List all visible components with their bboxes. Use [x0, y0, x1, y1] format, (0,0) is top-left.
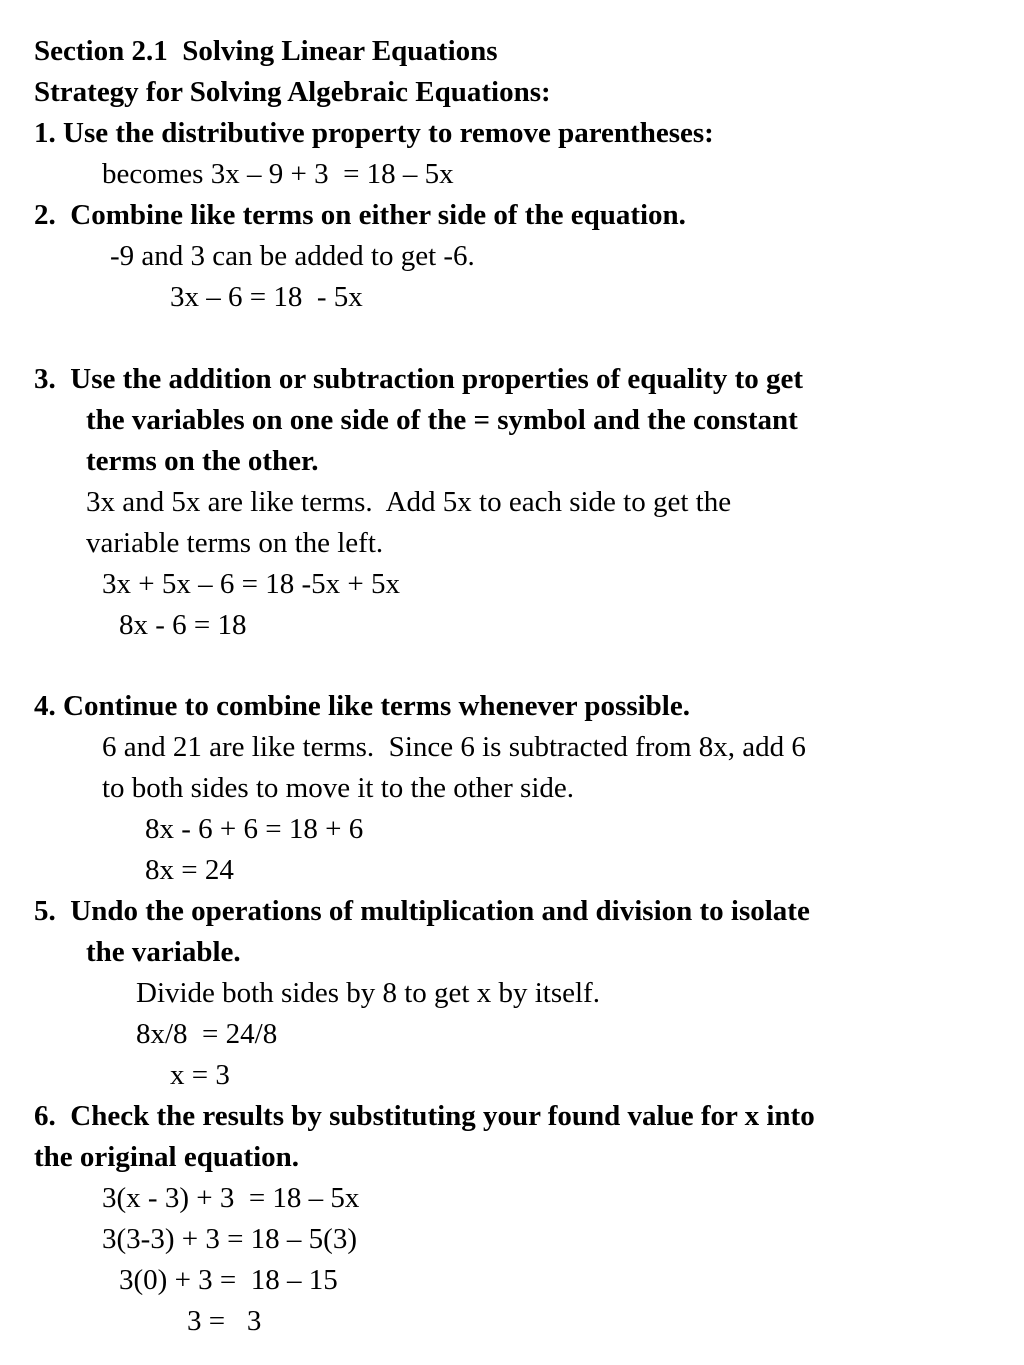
- step-5-heading-line-1: 5. Undo the operations of multiplication and division to isolate: [34, 895, 810, 927]
- step-6-equation-3: 3(0) + 3 = 18 – 15: [119, 1264, 338, 1296]
- step-2-equation: 3x – 6 = 18 - 5x: [170, 281, 363, 313]
- step-6-heading-line-1: 6. Check the results by substituting your found value for x into: [34, 1100, 815, 1132]
- step-4-explanation-line-2: to both sides to move it to the other side.: [102, 772, 575, 804]
- step-5-equation-1: 8x/8 = 24/8: [136, 1018, 278, 1050]
- step-3-heading-line-1: 3. Use the addition or subtraction properties of equality to get: [34, 363, 804, 395]
- step-3-explanation-line-2: variable terms on the left.: [86, 527, 384, 559]
- step-4-heading: 4. Continue to combine like terms whenever possible.: [34, 690, 690, 722]
- section-title: Section 2.1 Solving Linear Equations: [34, 35, 498, 67]
- step-6-equation-1: 3(x - 3) + 3 = 18 – 5x: [102, 1182, 360, 1214]
- step-5-equation-2: x = 3: [170, 1059, 230, 1091]
- step-5-explanation: Divide both sides by 8 to get x by itself.: [136, 977, 600, 1009]
- step-5-heading-line-2: the variable.: [86, 936, 241, 968]
- step-6-heading-line-2: the original equation.: [34, 1141, 300, 1173]
- step-2-heading: 2. Combine like terms on either side of the equation.: [34, 199, 686, 231]
- step-4-explanation-line-1: 6 and 21 are like terms. Since 6 is subtracted from 8x, add 6: [102, 731, 806, 763]
- step-2-explanation: -9 and 3 can be added to get -6.: [110, 240, 475, 272]
- step-6-equation-2: 3(3-3) + 3 = 18 – 5(3): [102, 1223, 357, 1255]
- step-3-equation-1: 3x + 5x – 6 = 18 -5x + 5x: [102, 568, 400, 600]
- step-4-equation-1: 8x - 6 + 6 = 18 + 6: [145, 813, 364, 845]
- step-6-equation-4: 3 = 3: [187, 1305, 262, 1337]
- step-3-explanation-line-1: 3x and 5x are like terms. Add 5x to each side to get the: [86, 486, 732, 518]
- step-3-heading-line-3: terms on the other.: [86, 445, 319, 477]
- step-3-equation-2: 8x - 6 = 18: [119, 609, 247, 641]
- strategy-heading: Strategy for Solving Algebraic Equations:: [34, 76, 551, 108]
- step-3-heading-line-2: the variables on one side of the = symbol and the constant: [86, 404, 798, 436]
- step-1-equation: becomes 3x – 9 + 3 = 18 – 5x: [102, 158, 454, 190]
- step-4-equation-2: 8x = 24: [145, 854, 234, 886]
- step-1-heading: 1. Use the distributive property to remove parentheses:: [34, 117, 714, 149]
